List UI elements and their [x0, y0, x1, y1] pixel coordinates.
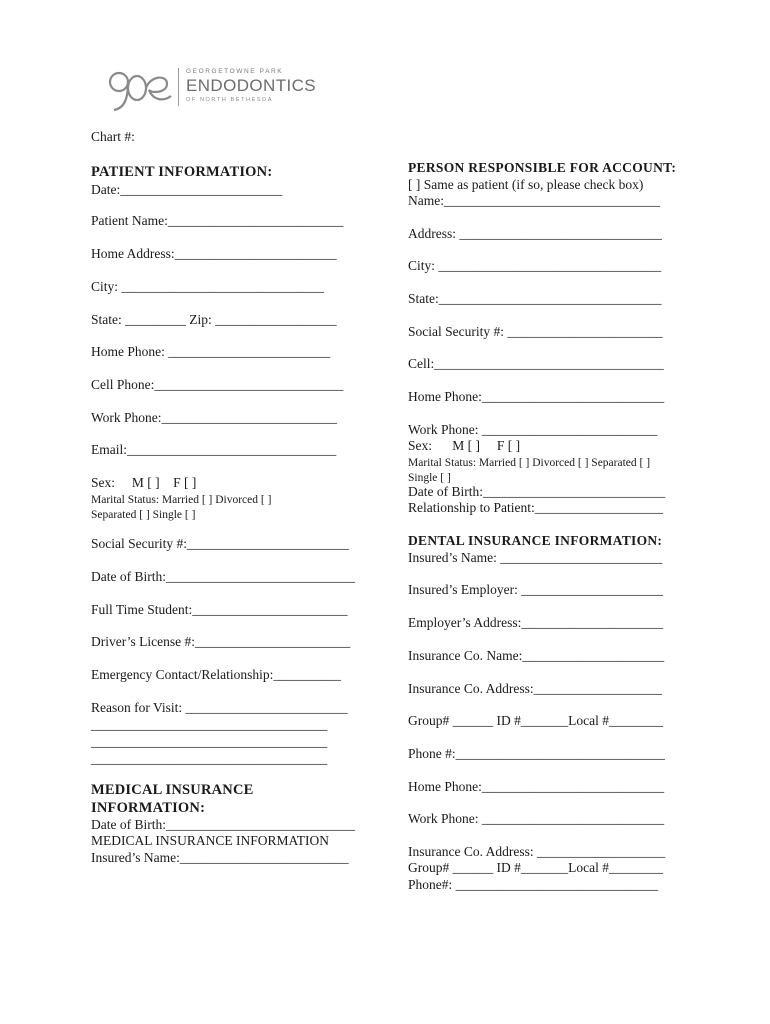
field-relationship-to-patient[interactable]: Relationship to Patient:___________________ — [408, 500, 663, 515]
field-insured-name[interactable]: Insured’s Name: ________________________ — [408, 550, 663, 565]
medical-insurance-heading-cont: INFORMATION: — [91, 800, 206, 816]
field-secondary-group-id-local[interactable]: Group# ______ ID #_______Local #________ — [408, 860, 663, 875]
field-patient-name[interactable]: Patient Name:__________________________ — [91, 213, 344, 228]
logo-tagline-bottom: OF NORTH BETHESDA — [186, 97, 273, 103]
field-social-security[interactable]: Social Security #:________________________ — [91, 536, 349, 551]
field-resp-cell[interactable]: Cell:__________________________________ — [408, 356, 664, 371]
chart-number-field[interactable]: Chart #: — [91, 129, 135, 144]
practice-logo-mark — [105, 66, 177, 114]
field-city[interactable]: City: ______________________________ — [91, 279, 324, 294]
field-resp-name[interactable]: Name:________________________________ — [408, 193, 660, 208]
medical-insurance-heading: MEDICAL INSURANCE — [91, 782, 254, 798]
field-resp-home-phone[interactable]: Home Phone:___________________________ — [408, 389, 665, 404]
responsible-person-heading: PERSON RESPONSIBLE FOR ACCOUNT: — [408, 160, 677, 175]
field-insured-employer[interactable]: Insured’s Employer: _____________________ — [408, 582, 663, 597]
field-resp-date-of-birth[interactable]: Date of Birth:___________________________ — [408, 484, 666, 499]
field-home-address[interactable]: Home Address:________________________ — [91, 246, 337, 261]
field-resp-state[interactable]: State:_________________________________ — [408, 291, 662, 306]
field-date-of-birth[interactable]: Date of Birth:____________________________ — [91, 569, 355, 584]
field-state-zip[interactable]: State: _________ Zip: __________________ — [91, 312, 337, 327]
field-emergency-contact[interactable]: Emergency Contact/Relationship:__________ — [91, 667, 341, 682]
field-resp-marital-status-cont[interactable]: Single [ ] — [408, 472, 451, 484]
field-sex[interactable]: Sex: M [ ] F [ ] — [91, 475, 197, 490]
reason-line-3[interactable]: ___________________________________ — [91, 751, 328, 766]
field-dental-work-phone[interactable]: Work Phone: ___________________________ — [408, 811, 665, 826]
reason-line-2[interactable]: ___________________________________ — [91, 734, 328, 749]
field-email[interactable]: Email:_______________________________ — [91, 442, 337, 457]
dental-insurance-heading: DENTAL INSURANCE INFORMATION: — [408, 533, 663, 548]
field-dental-home-phone[interactable]: Home Phone:___________________________ — [408, 779, 665, 794]
field-insurance-co-address[interactable]: Insurance Co. Address:___________________ — [408, 681, 662, 696]
field-home-phone[interactable]: Home Phone: ________________________ — [91, 344, 331, 359]
field-cell-phone[interactable]: Cell Phone:____________________________ — [91, 377, 344, 392]
logo-divider — [178, 68, 179, 106]
field-employer-address[interactable]: Employer’s Address:_____________________ — [408, 615, 664, 630]
reason-line-1[interactable]: ___________________________________ — [91, 717, 328, 732]
field-resp-work-phone[interactable]: Work Phone: __________________________ — [408, 422, 658, 437]
field-resp-sex[interactable]: Sex: M [ ] F [ ] — [408, 438, 521, 453]
patient-info-heading: PATIENT INFORMATION: — [91, 164, 273, 180]
field-dental-phone[interactable]: Phone #:_______________________________ — [408, 746, 665, 761]
field-medical-insured-name[interactable]: Insured’s Name:_________________________ — [91, 850, 349, 865]
field-full-time-student[interactable]: Full Time Student:_______________________ — [91, 602, 348, 617]
logo-tagline-top: GEORGETOWNE PARK — [186, 68, 284, 75]
field-secondary-insurance-address[interactable]: Insurance Co. Address: ___________________ — [408, 844, 666, 859]
field-resp-marital-status[interactable]: Marital Status: Married [ ] Divorced [ ] Separated [ ] — [408, 457, 651, 469]
field-marital-status[interactable]: Marital Status: Married [ ] Divorced [ ] — [91, 494, 272, 506]
field-group-id-local[interactable]: Group# ______ ID #_______Local #________ — [408, 713, 663, 728]
field-resp-social-security[interactable]: Social Security #: _______________________ — [408, 324, 663, 339]
checkbox-same-as-patient[interactable]: [ ] Same as patient (if so, please check box) — [408, 177, 644, 192]
field-marital-status-cont[interactable]: Separated [ ] Single [ ] — [91, 509, 196, 521]
field-work-phone[interactable]: Work Phone:__________________________ — [91, 410, 338, 425]
field-drivers-license[interactable]: Driver’s License #:_______________________ — [91, 634, 351, 649]
field-reason-for-visit[interactable]: Reason for Visit: ________________________ — [91, 700, 348, 715]
field-medical-dob[interactable]: Date of Birth:____________________________ — [91, 817, 355, 832]
field-secondary-phone[interactable]: Phone#: ______________________________ — [408, 877, 659, 892]
field-date[interactable]: Date:________________________ — [91, 182, 283, 197]
field-resp-address[interactable]: Address: ______________________________ — [408, 226, 662, 241]
logo-name: ENDODONTICS — [186, 76, 317, 95]
medical-insurance-label: MEDICAL INSURANCE INFORMATION — [91, 833, 330, 848]
field-resp-city[interactable]: City: _________________________________ — [408, 258, 662, 273]
field-insurance-co-name[interactable]: Insurance Co. Name:_____________________ — [408, 648, 665, 663]
